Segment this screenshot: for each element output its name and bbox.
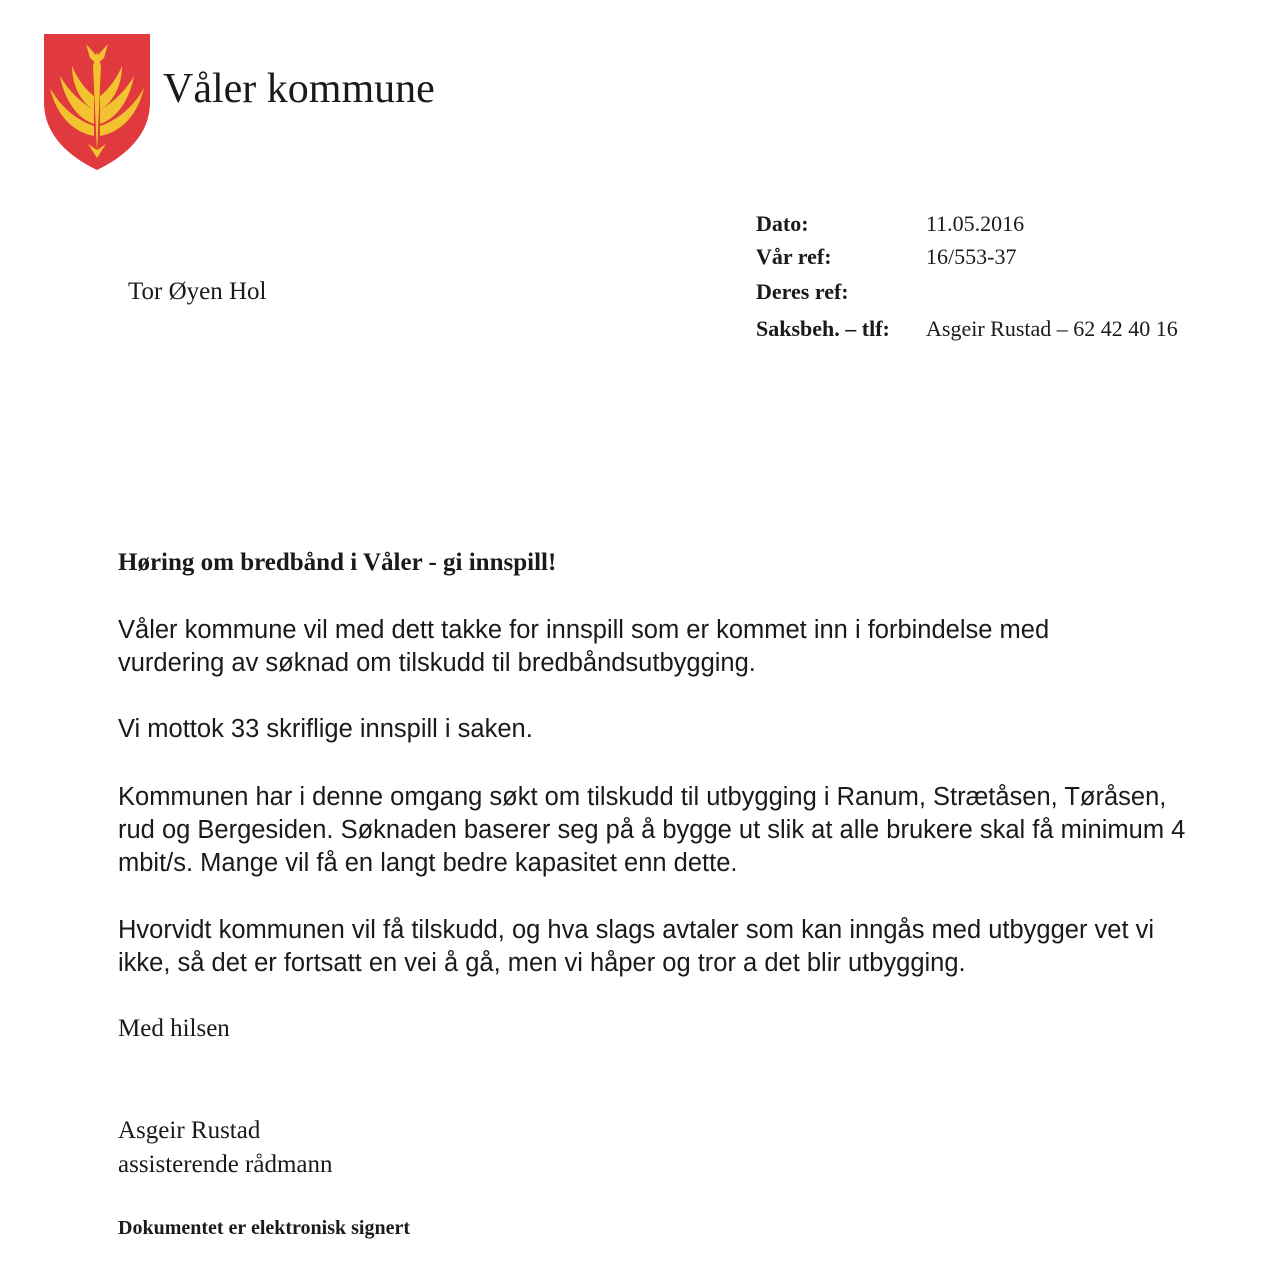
- your-ref-label: Deres ref:: [756, 279, 849, 304]
- paragraph: [118, 781, 1238, 880]
- case-officer-value: Asgeir Rustad – 62 42 40 16: [926, 316, 1178, 341]
- paragraph-line: vurdering av søknad om tilskudd til bredbåndsutbygging.: [118, 649, 756, 677]
- coat-of-arms-icon: [42, 32, 152, 172]
- letter-subject: Høring om bredbånd i Våler - gi innspill!: [118, 549, 557, 576]
- closing-greeting: Med hilsen: [118, 1015, 230, 1042]
- paragraph-line: Våler kommune vil med dett takke for innspill som er kommet inn i forbindelse med: [118, 616, 1050, 644]
- paragraph-line: Hvorvidt kommunen vil få tilskudd, og hva slags avtaler som kan inngås med utbygger vet vi: [118, 916, 1155, 944]
- date-label: Dato:: [756, 211, 809, 236]
- electronic-signature-note: Dokumentet er elektronisk signert: [118, 1217, 411, 1239]
- our-ref-label: Vår ref:: [756, 244, 832, 269]
- date-value: 11.05.2016: [926, 211, 1025, 236]
- paragraph: [118, 914, 1238, 980]
- case-officer-label: Saksbeh. – tlf:: [756, 316, 890, 341]
- paragraph-line: ikke, så det er fortsatt en vei å gå, men vi håper og tror a det blir utbygging.: [118, 949, 966, 977]
- signature-name: Asgeir Rustad: [118, 1117, 261, 1144]
- paragraph: [118, 614, 1238, 680]
- municipality-name: Våler kommune: [163, 66, 435, 112]
- signature-title: assisterende rådmann: [118, 1151, 333, 1178]
- paragraph-line: mbit/s. Mange vil få en langt bedre kapasitet enn dette.: [118, 849, 738, 877]
- paragraph: [118, 713, 1238, 746]
- paragraph-line: Vi mottok 33 skriflige innspill i saken.: [118, 715, 533, 743]
- our-ref-value: 16/553-37: [926, 244, 1017, 269]
- recipient-name: Tor Øyen Hol: [128, 278, 267, 305]
- paragraph-line: Kommunen har i denne omgang søkt om tilskudd til utbygging i Ranum, Strætåsen, Tøråsen,: [118, 783, 1167, 811]
- paragraph-line: rud og Bergesiden. Søknaden baserer seg på å bygge ut slik at alle brukere skal få minimum 4: [118, 816, 1186, 844]
